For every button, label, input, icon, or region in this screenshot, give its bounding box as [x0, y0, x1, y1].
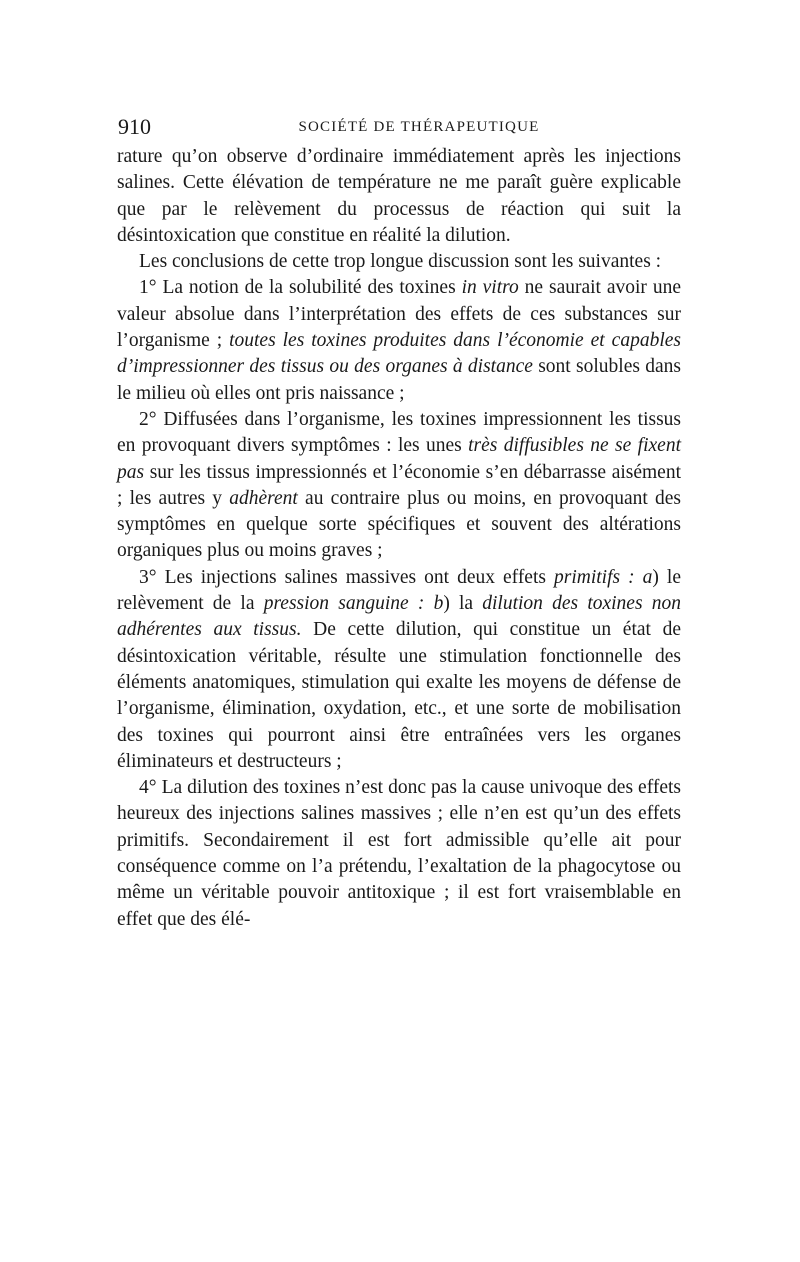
paragraph-continuation — [117, 144, 681, 249]
italic-text-run: adhèrent — [229, 487, 298, 509]
italic-text-run: pression sanguine : — [263, 593, 425, 615]
text-run: au contraire plus ou moins, en provoquant des symptômes en quelque sorte spécifiques et souvent des altérations organiques plus ou moins graves ; — [117, 487, 682, 562]
italic-text-run: b — [433, 593, 444, 615]
page-header — [118, 112, 680, 142]
paragraph-point-3 — [117, 565, 681, 775]
text-run: 2° Diffusées dans l’organisme, les toxines impressionnent les tissus en provoquant divers symptômes : les unes — [117, 408, 681, 457]
text-run: sont solubles dans le milieu où elles ont pris naissance ; — [117, 356, 681, 404]
text-run: ne saurait avoir une valeur absolue dans l’interprétation des effets de ces substances sur l’organisme ; — [117, 277, 681, 352]
text-run: 1° La notion de la solubilité des toxines — [139, 277, 462, 299]
italic-text-run: primitifs : — [554, 566, 635, 588]
running-head: SOCIÉTÉ DE THÉRAPEUTIQUE — [298, 119, 540, 135]
text-run: sur les tissus impressionnés et l’économie s’en débarrasse aisément ; les autres y — [117, 461, 681, 509]
text-run: Les conclusions de cette trop longue discussion sont les suivantes : — [139, 251, 662, 273]
italic-text-run: dilution des toxines non adhérentes aux tissus. — [117, 593, 681, 641]
paragraph-point-4 — [117, 775, 681, 933]
page-number: 910 — [118, 114, 151, 139]
body-text — [117, 144, 681, 933]
text-run: 4° La dilution des toxines n’est donc pas la cause univoque des effets heureux des injections salines massives ; elle n’en est qu’un des effets primitifs. Secondairement il est fort admissible qu’elle ait pour conséquence comme on l’a prétendu, l’exaltation de la phagocytose ou même un véritable pouvoir antitoxique ; il est fort vraisemblable en effet que des élé- — [117, 777, 681, 930]
paragraph-conclusions-intro — [117, 249, 681, 275]
italic-text-run: in vitro — [461, 277, 519, 299]
italic-text-run: a — [642, 566, 653, 588]
text-run: ) la — [443, 593, 483, 615]
paragraph-point-1 — [117, 275, 681, 406]
italic-text-run: très diffusibles ne se fixent pas — [117, 435, 681, 483]
text-run — [424, 593, 433, 614]
paragraph-point-2 — [117, 407, 681, 565]
text-run: rature qu’on observe d’ordinaire immédiatement après les injections salines. Cette élévation de température ne me paraît guère explicable que par le relèvement du processus de réaction qui suit la désintoxication que constitue en réalité la dilution. — [117, 146, 681, 246]
text-run — [635, 567, 643, 588]
text-run: 3° Les injections salines massives ont deux effets — [139, 566, 554, 588]
text-run: ) le relèvement de la — [117, 566, 681, 615]
italic-text-run: toutes les toxines produites dans l’économie et capables d’impressionner des tissus ou des organes à distance — [117, 330, 681, 378]
text-run: De cette dilution, qui constitue un état de désintoxication véritable, résulte une stimulation fonctionnelle des éléments anatomiques, stimulation qui exalte les moyens de défense de l’organisme, élimination, oxydation, etc., et une sorte de mobilisation des toxines qui pourront ainsi être entraînées vers les organes éliminateurs et destructeurs ; — [117, 619, 681, 772]
